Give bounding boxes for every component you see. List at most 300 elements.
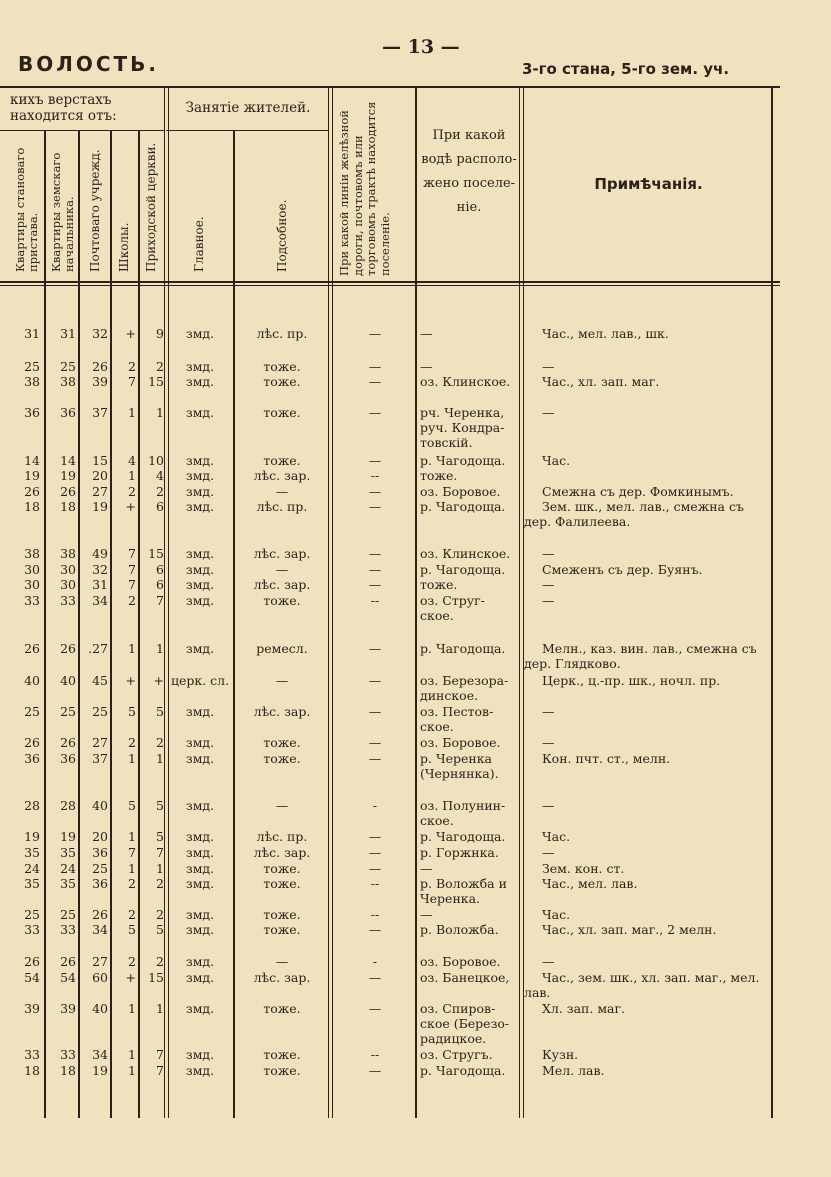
cell-d: 1 <box>128 468 136 483</box>
cell-d: 1 <box>128 1063 136 1078</box>
cell-b: 38 <box>60 546 76 561</box>
cell-a: 30 <box>24 562 40 577</box>
col-header-stanovoy: Квартиры становаго пристава. <box>13 147 40 272</box>
cell-c: 36 <box>92 845 108 860</box>
cell-e: 7 <box>156 1047 164 1062</box>
cell-note: — <box>542 593 555 608</box>
cell-d: 2 <box>128 876 136 891</box>
cell-c: 40 <box>92 1001 108 1016</box>
cell-c: 27 <box>92 735 108 750</box>
cell-e: 1 <box>156 1001 164 1016</box>
cell-sub: тоже. <box>263 374 301 389</box>
cell-main: змд. <box>185 845 215 860</box>
cell-c: 32 <box>92 326 108 341</box>
cell-main: змд. <box>185 1063 215 1078</box>
cell-note: Час., зем. шк., хл. зап. маг., мел. лав. <box>524 970 760 1000</box>
cell-sub: — <box>275 562 289 577</box>
cell-main: змд. <box>185 876 215 891</box>
cell-b: 54 <box>60 970 76 985</box>
cell-road: — <box>368 484 382 499</box>
cell-c: 34 <box>92 922 108 937</box>
cell-water: — <box>420 326 433 341</box>
cell-note: Церк., ц.-пр. шк., ночл. пр. <box>542 673 721 688</box>
cell-main: змд. <box>185 359 215 374</box>
cell-main: змд. <box>185 1001 215 1016</box>
cell-main: змд. <box>185 405 215 420</box>
cell-main: змд. <box>185 735 215 750</box>
cell-main: змд. <box>185 562 215 577</box>
cell-road: — <box>368 751 382 766</box>
cell-b: 25 <box>60 907 76 922</box>
cell-d: 2 <box>128 735 136 750</box>
cell-c: 26 <box>92 359 108 374</box>
cell-sub: лѣс. зар. <box>253 970 311 985</box>
cell-main: змд. <box>185 326 215 341</box>
col-header-main: Главное. <box>192 216 206 272</box>
cell-b: 25 <box>60 359 76 374</box>
cell-d: 7 <box>128 577 136 592</box>
cell-e: 7 <box>156 845 164 860</box>
cell-a: 28 <box>24 798 40 813</box>
cell-note: Мелн., каз. вин. лав., смежна съ дер. Глядково. <box>524 641 757 671</box>
cell-a: 18 <box>24 1063 40 1078</box>
cell-a: 40 <box>24 673 40 688</box>
cell-c: 32 <box>92 562 108 577</box>
distance-group-header: кихъ верстахъ находится отъ: <box>10 92 117 124</box>
cell-c: 19 <box>92 1063 108 1078</box>
cell-water: р. Чагодоща. <box>420 641 506 656</box>
cell-main: змд. <box>185 751 215 766</box>
cell-a: 31 <box>24 326 40 341</box>
col-header-road: При какой линіи желѣзной дороги, почтовомъ или торговомъ трактѣ находится поселеніе. <box>337 101 392 276</box>
cell-sub: тоже. <box>263 922 301 937</box>
cell-sub: тоже. <box>263 907 301 922</box>
cell-main: церк. сл. <box>170 673 230 688</box>
cell-road: — <box>368 861 382 876</box>
cell-d: 5 <box>128 798 136 813</box>
cell-road: — <box>368 562 382 577</box>
cell-d: + <box>125 326 136 341</box>
cell-a: 36 <box>24 751 40 766</box>
cell-e: 10 <box>148 453 164 468</box>
cell-b: 26 <box>60 484 76 499</box>
cell-road: — <box>368 453 382 468</box>
cell-b: 33 <box>60 1047 76 1062</box>
cell-road: — <box>368 829 382 844</box>
cell-e: + <box>153 673 164 688</box>
cell-road: — <box>368 546 382 561</box>
cell-c: 34 <box>92 1047 108 1062</box>
cell-e: 7 <box>156 593 164 608</box>
cell-road: — <box>368 845 382 860</box>
cell-note: Мел. лав. <box>542 1063 605 1078</box>
cell-road: — <box>368 673 382 688</box>
cell-water: р. Чагодоща. <box>420 453 506 468</box>
cell-d: 1 <box>128 1001 136 1016</box>
cell-e: 15 <box>148 374 164 389</box>
cell-a: 14 <box>24 453 40 468</box>
cell-main: змд. <box>185 593 215 608</box>
cell-main: змд. <box>185 374 215 389</box>
cell-b: 25 <box>60 704 76 719</box>
cell-water: р. Чагодоща. <box>420 829 506 844</box>
occupation-group-header: Занятіе жителей. <box>185 100 311 116</box>
cell-c: 49 <box>92 546 108 561</box>
cell-d: 1 <box>128 1047 136 1062</box>
cell-e: 9 <box>156 326 164 341</box>
cell-water: — <box>420 907 433 922</box>
cell-note: — <box>542 359 555 374</box>
cell-sub: лѣс. пр. <box>256 829 308 844</box>
cell-d: 1 <box>128 829 136 844</box>
cell-water: р. Чагодоща. <box>420 562 506 577</box>
cell-water: тоже. <box>420 468 458 483</box>
cell-water: оз. Пестов- ское. <box>420 704 494 734</box>
cell-b: 35 <box>60 876 76 891</box>
header-bottom-rule-2 <box>0 285 780 286</box>
col-header-school: Школы. <box>117 222 131 272</box>
cell-d: + <box>125 673 136 688</box>
cell-water: р. Черенка (Чернянка). <box>420 751 499 781</box>
col-double-divider <box>328 88 333 1118</box>
cell-b: 28 <box>60 798 76 813</box>
cell-a: 35 <box>24 845 40 860</box>
cell-road: -- <box>370 593 380 608</box>
cell-note: — <box>542 954 555 969</box>
cell-e: 2 <box>156 359 164 374</box>
cell-road: — <box>368 405 382 420</box>
cell-c: 20 <box>92 829 108 844</box>
cell-sub: лѣс. зар. <box>253 546 311 561</box>
cell-main: змд. <box>185 499 215 514</box>
cell-e: 7 <box>156 1063 164 1078</box>
cell-sub: тоже. <box>263 861 301 876</box>
cell-c: 60 <box>92 970 108 985</box>
cell-sub: лѣс. пр. <box>256 499 308 514</box>
cell-b: 33 <box>60 922 76 937</box>
cell-note: Кузн. <box>542 1047 579 1062</box>
cell-water: оз. Банецкое, <box>420 970 510 985</box>
cell-sub: тоже. <box>263 751 301 766</box>
cell-sub: лѣс. зар. <box>253 468 311 483</box>
cell-c: 26 <box>92 907 108 922</box>
cell-road: — <box>368 577 382 592</box>
cell-water: тоже. <box>420 577 458 592</box>
cell-c: 27 <box>92 484 108 499</box>
cell-main: змд. <box>185 546 215 561</box>
cell-b: 30 <box>60 577 76 592</box>
cell-note: — <box>542 798 555 813</box>
cell-e: 5 <box>156 798 164 813</box>
cell-main: змд. <box>185 577 215 592</box>
cell-d: 1 <box>128 641 136 656</box>
top-rule <box>0 86 780 88</box>
cell-b: 36 <box>60 751 76 766</box>
cell-a: 25 <box>24 907 40 922</box>
cell-a: 33 <box>24 922 40 937</box>
cell-d: + <box>125 499 136 514</box>
cell-c: 37 <box>92 751 108 766</box>
cell-b: 19 <box>60 829 76 844</box>
cell-water: р. Чагодоща. <box>420 1063 506 1078</box>
cell-note: Час. <box>542 829 571 844</box>
cell-c: 34 <box>92 593 108 608</box>
cell-c: 19 <box>92 499 108 514</box>
district-heading: 3-го стана, 5-го зем. уч. <box>522 60 730 78</box>
cell-road: — <box>368 922 382 937</box>
cell-b: 31 <box>60 326 76 341</box>
cell-e: 4 <box>156 468 164 483</box>
cell-b: 40 <box>60 673 76 688</box>
cell-e: 5 <box>156 704 164 719</box>
cell-sub: тоже. <box>263 593 301 608</box>
cell-b: 26 <box>60 641 76 656</box>
cell-road: -- <box>370 468 380 483</box>
cell-sub: тоже. <box>263 405 301 420</box>
cell-d: + <box>125 970 136 985</box>
cell-e: 5 <box>156 829 164 844</box>
cell-sub: тоже. <box>263 735 301 750</box>
cell-sub: тоже. <box>263 1047 301 1062</box>
cell-b: 36 <box>60 405 76 420</box>
cell-note: Зем. шк., мел. лав., смежна съ дер. Фалилеева. <box>524 499 744 529</box>
cell-main: змд. <box>185 453 215 468</box>
cell-main: змд. <box>185 829 215 844</box>
cell-water: оз. Клинское. <box>420 374 511 389</box>
cell-b: 33 <box>60 593 76 608</box>
cell-road: — <box>368 499 382 514</box>
cell-water: оз. Клинское. <box>420 546 511 561</box>
cell-water: р. Чагодоща. <box>420 499 506 514</box>
cell-a: 30 <box>24 577 40 592</box>
cell-a: 35 <box>24 876 40 891</box>
cell-note: Час., мел. лав., шк. <box>542 326 669 341</box>
cell-road: — <box>368 641 382 656</box>
cell-a: 26 <box>24 484 40 499</box>
cell-e: 15 <box>148 970 164 985</box>
cell-water: оз. Боровое. <box>420 954 501 969</box>
cell-note: Час. <box>542 453 571 468</box>
cell-water: оз. Боровое. <box>420 484 501 499</box>
cell-b: 26 <box>60 954 76 969</box>
cell-d: 5 <box>128 704 136 719</box>
col-header-secondary: Подсобное. <box>275 199 289 272</box>
cell-main: змд. <box>185 798 215 813</box>
cell-c: 36 <box>92 876 108 891</box>
cell-b: 26 <box>60 735 76 750</box>
header-bottom-rule <box>0 281 780 283</box>
cell-sub: лѣс. зар. <box>253 577 311 592</box>
cell-a: 33 <box>24 593 40 608</box>
cell-road: -- <box>370 907 380 922</box>
cell-c: 39 <box>92 374 108 389</box>
cell-a: 25 <box>24 359 40 374</box>
cell-e: 1 <box>156 861 164 876</box>
cell-sub: — <box>275 798 289 813</box>
cell-road: - <box>372 798 378 813</box>
cell-e: 2 <box>156 954 164 969</box>
cell-main: змд. <box>185 484 215 499</box>
cell-d: 1 <box>128 751 136 766</box>
cell-note: — <box>542 577 555 592</box>
cell-e: 1 <box>156 751 164 766</box>
cell-b: 19 <box>60 468 76 483</box>
cell-b: 39 <box>60 1001 76 1016</box>
cell-sub: ремесл. <box>256 641 308 656</box>
cell-water: оз. Спиров- ское (Березо- радицкое. <box>420 1001 510 1046</box>
cell-water: рч. Черенка, руч. Кондра- товскій. <box>420 405 505 450</box>
cell-b: 24 <box>60 861 76 876</box>
cell-road: -- <box>370 1047 380 1062</box>
cell-note: — <box>542 735 555 750</box>
cell-road: — <box>368 735 382 750</box>
cell-road: -- <box>370 876 380 891</box>
cell-sub: тоже. <box>263 359 301 374</box>
cell-d: 7 <box>128 546 136 561</box>
cell-d: 7 <box>128 374 136 389</box>
col-header-zemsky: Квартиры земскаго начальника. <box>49 152 76 272</box>
cell-c: 27 <box>92 954 108 969</box>
cell-a: 26 <box>24 954 40 969</box>
cell-sub: тоже. <box>263 876 301 891</box>
cell-water: р. Воложба и Черенка. <box>420 876 507 906</box>
cell-a: 33 <box>24 1047 40 1062</box>
cell-e: 2 <box>156 484 164 499</box>
cell-sub: лѣс. зар. <box>253 845 311 860</box>
cell-main: змд. <box>185 861 215 876</box>
cell-main: змд. <box>185 641 215 656</box>
cell-c: .27 <box>88 641 108 656</box>
cell-e: 1 <box>156 405 164 420</box>
cell-b: 35 <box>60 845 76 860</box>
cell-d: 2 <box>128 954 136 969</box>
cell-water: р. Горжнка. <box>420 845 499 860</box>
cell-sub: — <box>275 484 289 499</box>
cell-e: 6 <box>156 562 164 577</box>
cell-note: Смежна съ дер. Фомкинымъ. <box>542 484 734 499</box>
cell-sub: тоже. <box>263 1001 301 1016</box>
cell-b: 30 <box>60 562 76 577</box>
cell-water: — <box>420 861 433 876</box>
cell-e: 5 <box>156 922 164 937</box>
cell-water: оз. Стругъ. <box>420 1047 493 1062</box>
cell-road: — <box>368 970 382 985</box>
cell-a: 26 <box>24 641 40 656</box>
cell-main: змд. <box>185 970 215 985</box>
cell-d: 4 <box>128 453 136 468</box>
cell-note: Хл. зап. маг. <box>542 1001 626 1016</box>
cell-c: 40 <box>92 798 108 813</box>
cell-main: змд. <box>185 954 215 969</box>
cell-d: 2 <box>128 359 136 374</box>
cell-sub: тоже. <box>263 1063 301 1078</box>
cell-a: 18 <box>24 499 40 514</box>
cell-note: Час. <box>542 907 571 922</box>
cell-a: 25 <box>24 704 40 719</box>
cell-a: 26 <box>24 735 40 750</box>
cell-c: 20 <box>92 468 108 483</box>
group-rule-occupation <box>166 130 328 131</box>
cell-c: 45 <box>92 673 108 688</box>
cell-water: оз. Полунин- ское. <box>420 798 506 828</box>
cell-water: оз. Боровое. <box>420 735 501 750</box>
cell-main: змд. <box>185 704 215 719</box>
cell-c: 37 <box>92 405 108 420</box>
cell-a: 38 <box>24 546 40 561</box>
cell-road: — <box>368 326 382 341</box>
cell-b: 18 <box>60 1063 76 1078</box>
cell-main: змд. <box>185 1047 215 1062</box>
cell-note: Час., мел. лав. <box>542 876 638 891</box>
cell-water: р. Воложба. <box>420 922 499 937</box>
cell-main: змд. <box>185 907 215 922</box>
cell-c: 31 <box>92 577 108 592</box>
cell-d: 7 <box>128 845 136 860</box>
cell-a: 39 <box>24 1001 40 1016</box>
page-number: — 13 — <box>382 36 460 58</box>
cell-b: 38 <box>60 374 76 389</box>
cell-road: — <box>368 1001 382 1016</box>
cell-c: 25 <box>92 704 108 719</box>
cell-note: — <box>542 546 555 561</box>
cell-e: 2 <box>156 876 164 891</box>
cell-c: 25 <box>92 861 108 876</box>
cell-e: 6 <box>156 577 164 592</box>
cell-water: оз. Березора- динское. <box>420 673 509 703</box>
col-divider <box>233 130 235 1118</box>
volost-heading: ВОЛОСТЬ. <box>18 52 160 76</box>
cell-sub: — <box>275 954 289 969</box>
cell-e: 6 <box>156 499 164 514</box>
cell-sub: тоже. <box>263 453 301 468</box>
cell-road: — <box>368 704 382 719</box>
cell-sub: лѣс. пр. <box>256 326 308 341</box>
col-header-church: Приходской церкви. <box>144 142 158 272</box>
cell-a: 24 <box>24 861 40 876</box>
cell-e: 2 <box>156 735 164 750</box>
cell-sub: лѣс. зар. <box>253 704 311 719</box>
cell-road: — <box>368 359 382 374</box>
col-divider <box>771 88 773 1118</box>
cell-note: — <box>542 405 555 420</box>
cell-e: 1 <box>156 641 164 656</box>
cell-d: 1 <box>128 861 136 876</box>
col-header-water: При какой водѣ располо- жено поселе- ніе. <box>421 128 517 215</box>
cell-sub: — <box>275 673 289 688</box>
cell-d: 1 <box>128 405 136 420</box>
cell-note: Кон. пчт. ст., мелн. <box>542 751 671 766</box>
cell-note: Час., хл. зап. маг., 2 мелн. <box>542 922 717 937</box>
cell-note: Смеженъ съ дер. Буянъ. <box>542 562 703 577</box>
cell-main: змд. <box>185 922 215 937</box>
cell-d: 7 <box>128 562 136 577</box>
cell-b: 18 <box>60 499 76 514</box>
cell-a: 19 <box>24 468 40 483</box>
cell-d: 2 <box>128 484 136 499</box>
cell-road: — <box>368 374 382 389</box>
cell-b: 14 <box>60 453 76 468</box>
col-header-notes: Примѣчанія. <box>594 175 703 193</box>
cell-note: — <box>542 845 555 860</box>
cell-a: 38 <box>24 374 40 389</box>
cell-note: — <box>542 704 555 719</box>
col-header-post: Почтоваго учрежд. <box>88 149 102 272</box>
cell-a: 54 <box>24 970 40 985</box>
cell-note: Зем. кон. ст. <box>542 861 625 876</box>
cell-road: - <box>372 954 378 969</box>
cell-a: 19 <box>24 829 40 844</box>
cell-e: 2 <box>156 907 164 922</box>
